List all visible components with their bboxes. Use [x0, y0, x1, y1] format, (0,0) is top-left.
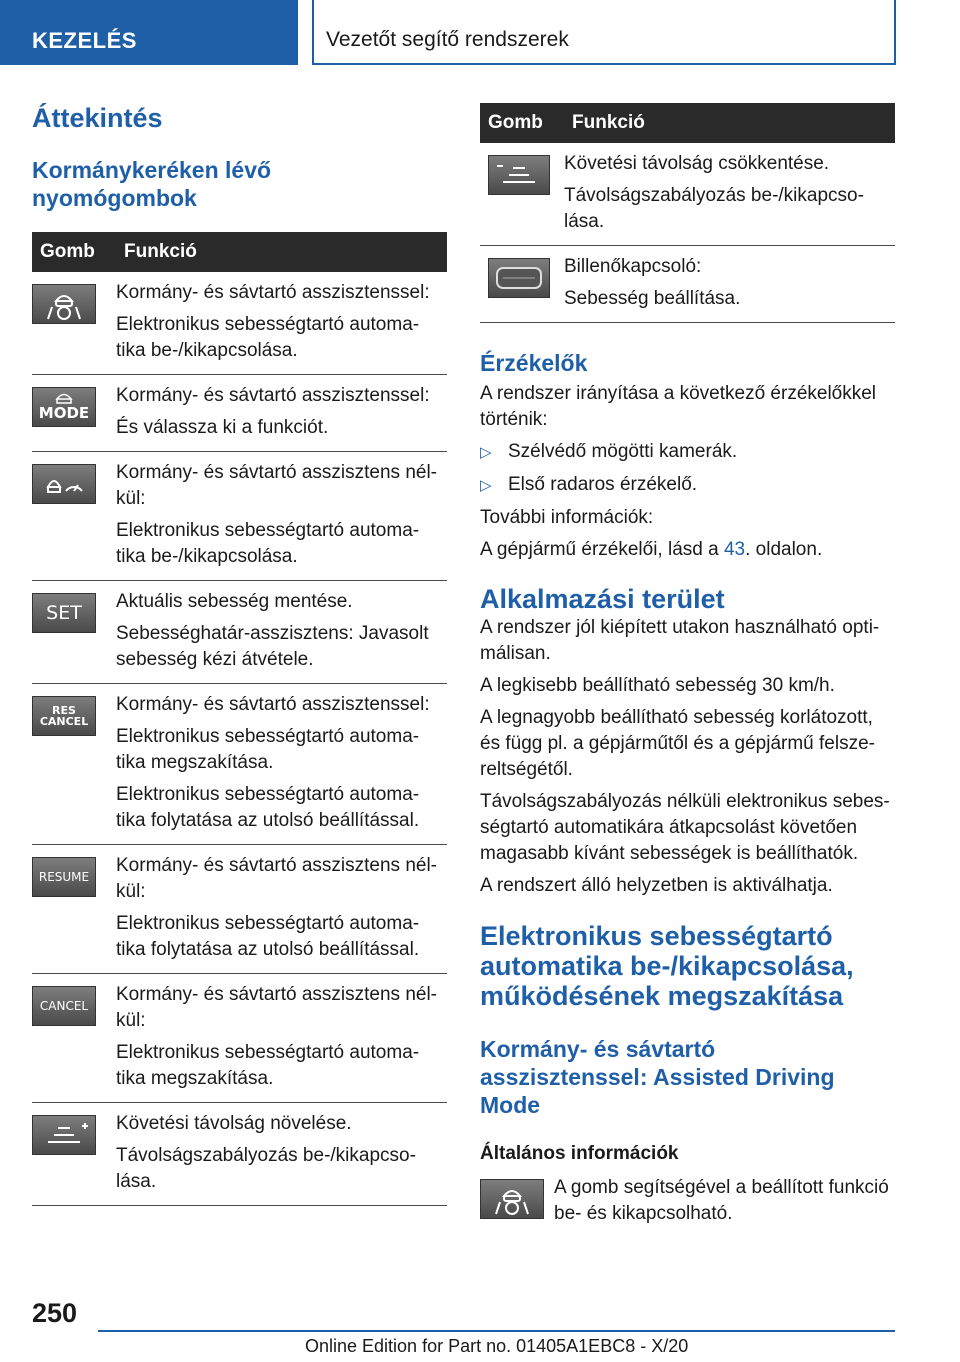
section-heading-buttons: Kormánykeréken lévő nyomógombok — [32, 157, 272, 211]
function-text: Távolságszabályozás be-/kikapcso-lása. — [564, 185, 864, 232]
function-text: Elektronikus sebességtartó automa-tika be-/kikapcsolása. — [116, 314, 420, 361]
table-row — [32, 684, 447, 845]
cancel-icon: CANCEL — [32, 986, 96, 1026]
col-header-button: Gomb — [480, 103, 564, 143]
left-column — [32, 100, 447, 1206]
function-text: Elektronikus sebességtartó automa-tika folytatása az utolsó beállítással. — [116, 784, 420, 831]
distance-decrease-icon — [488, 155, 550, 195]
function-text: Elektronikus sebességtartó automa-tika folytatása az utolsó beállítással. — [116, 913, 420, 960]
paragraph: A rendszert álló helyzetben is aktiválhatja. — [480, 875, 833, 896]
page-title: Áttekintés — [32, 103, 163, 133]
table-row — [32, 974, 447, 1103]
page-link[interactable]: 43 — [723, 539, 746, 560]
table-row — [32, 272, 447, 375]
general-info-block — [480, 1175, 895, 1233]
buttons-table — [32, 232, 447, 1206]
rocker-switch-icon — [488, 258, 550, 298]
function-text: És válassza ki a funkciót. — [116, 417, 329, 438]
table-row — [480, 246, 895, 323]
resume-icon: RESUME — [32, 857, 96, 897]
bullet-triangle-icon: ▷ — [480, 477, 492, 494]
set-icon: SET — [32, 593, 96, 633]
res-cancel-icon: RES CANCEL — [32, 696, 96, 736]
cross-reference: A gépjármű érzékelői, lásd a 43. oldalon. — [480, 539, 823, 560]
assisted-driving-icon — [32, 284, 96, 324]
function-text: Aktuális sebesség mentése. — [116, 591, 353, 612]
buttons-table-continued — [480, 103, 895, 323]
edition-note: Online Edition for Part no. 01405A1EBC8 - X/20 — [305, 1336, 689, 1356]
function-text: Sebesség beállítása. — [564, 288, 741, 309]
section-tab: KEZELÉS — [0, 0, 298, 65]
table-row — [32, 375, 447, 452]
function-text: Követési távolság növelése. — [116, 1113, 352, 1134]
paragraph: A legkisebb beállítható sebesség 30 km/h. — [480, 675, 835, 696]
scope-heading: Alkalmazási terület — [480, 584, 725, 614]
function-text: Kormány- és sávtartó asszisztens nél-kül: — [116, 855, 438, 902]
table-row — [32, 452, 447, 581]
list-item: ▷ Első radaros érzékelő. — [480, 472, 895, 499]
function-text: Kormány- és sávtartó asszisztenssel: — [116, 694, 430, 715]
cruise-control-icon — [32, 464, 96, 504]
distance-increase-icon — [32, 1115, 96, 1155]
table-row — [32, 1103, 447, 1206]
function-text: Elektronikus sebességtartó automa-tika be-/kikapcsolása. — [116, 520, 420, 567]
adm-heading: Kormány- és sávtartó asszisztenssel: Assisted Driving Mode — [480, 1036, 835, 1118]
col-header-function: Funkció — [564, 103, 895, 143]
table-row — [32, 845, 447, 974]
paragraph: A rendszer jól kiépített utakon használható opti-málisan. — [480, 617, 880, 664]
onoff-heading: Elektronikus sebességtartó automatika be-/kikapcsolása, működésének megszakítása — [480, 921, 854, 1011]
assisted-driving-icon — [480, 1179, 544, 1219]
sensors-intro: A rendszer irányítása a következő érzékelőkkel történik: — [480, 383, 877, 430]
general-info-heading: Általános információk — [480, 1143, 679, 1164]
function-text: Kormány- és sávtartó asszisztenssel: — [116, 282, 430, 303]
function-text: Elektronikus sebességtartó automa-tika megszakítása. — [116, 726, 420, 773]
function-text: Kormány- és sávtartó asszisztens nél-kül: — [116, 462, 438, 509]
mode-icon: MODE — [32, 387, 96, 427]
general-info-text: A gomb segítségével a beállított funkció be- és kikapcsolható. — [554, 1177, 889, 1224]
more-info-label: További információk: — [480, 507, 654, 528]
paragraph: A legnagyobb beállítható sebesség korlátozott, és függ pl. a gépjárműtől és a gépjármű felsze-reltségétől. — [480, 707, 875, 780]
table-row — [32, 581, 447, 684]
function-text: Követési távolság csökkentése. — [564, 153, 830, 174]
page-number: 250 — [32, 1298, 78, 1328]
function-text: Billenőkapcsoló: — [564, 256, 702, 277]
col-header-function: Funkció — [116, 232, 447, 272]
table-row — [480, 143, 895, 246]
footer-divider — [98, 1330, 895, 1332]
sensors-heading: Érzékelők — [480, 350, 588, 376]
col-header-button: Gomb — [32, 232, 116, 272]
function-text: Kormány- és sávtartó asszisztens nél-kül: — [116, 984, 438, 1031]
chapter-title: Vezetőt segítő rendszerek — [312, 0, 896, 65]
right-column — [480, 103, 895, 1233]
function-text: Elektronikus sebességtartó automa-tika megszakítása. — [116, 1042, 420, 1089]
list-item: ▷ Szélvédő mögötti kamerák. — [480, 439, 895, 466]
paragraph: Távolságszabályozás nélküli elektronikus sebes-ségtartó automatikára átkapcsolást követően magasabb kívánt sebességek is beállíthatók. — [480, 791, 890, 864]
function-text: Kormány- és sávtartó asszisztenssel: — [116, 385, 430, 406]
bullet-triangle-icon: ▷ — [480, 444, 492, 461]
function-text: Sebességhatár-asszisztens: Javasolt sebesség kézi átvétele. — [116, 623, 429, 670]
function-text: Távolságszabályozás be-/kikapcso-lása. — [116, 1145, 416, 1192]
